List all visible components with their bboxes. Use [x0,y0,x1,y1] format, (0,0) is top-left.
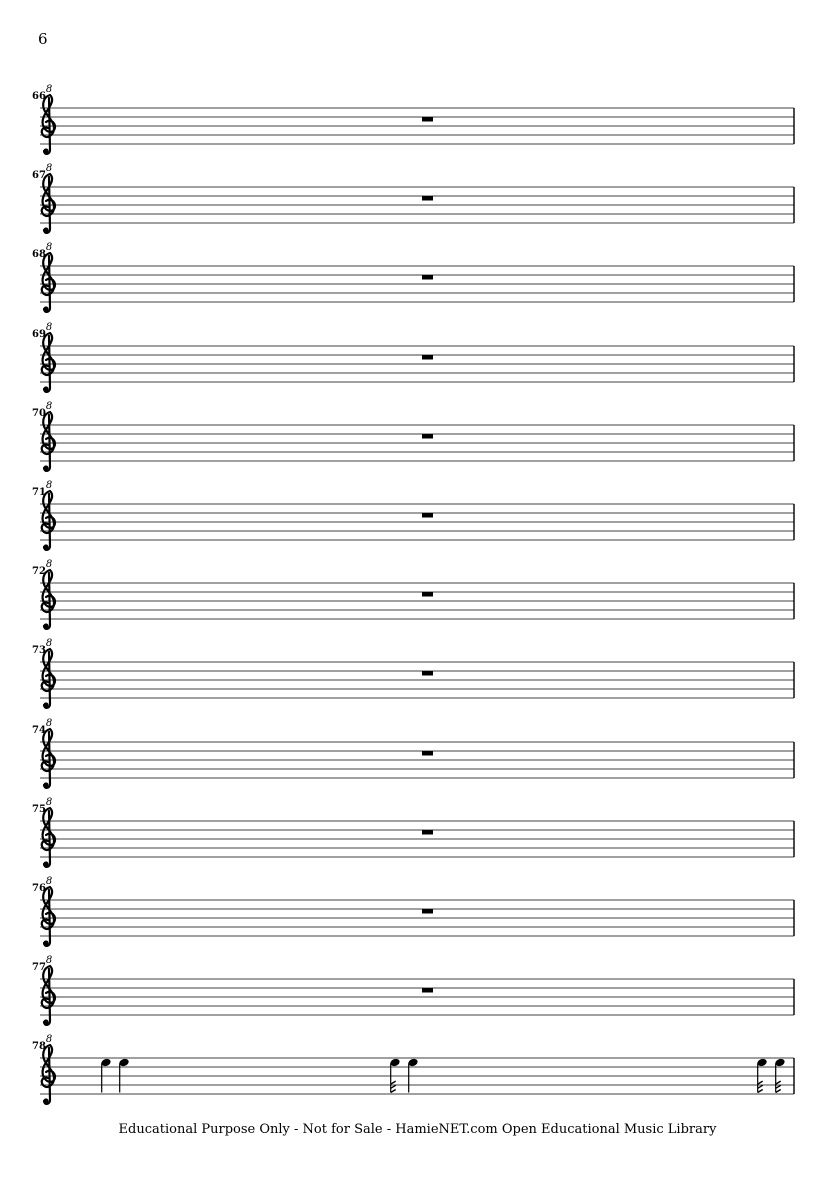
staff-system-71 [32,480,794,550]
clef-tail-dot [43,1019,48,1024]
whole-rest-icon [422,671,433,676]
tremolo-slash [391,1090,396,1093]
clef-tail-dot [43,544,48,549]
note-quarter [100,1058,111,1093]
tremolo-slash [776,1085,781,1088]
whole-rest-icon [422,355,433,360]
whole-rest-icon [422,117,433,122]
staff-system-76 [32,876,794,946]
staff-system-75 [32,797,794,867]
note-thirty-second [389,1058,400,1093]
staff-system-70 [32,401,794,471]
staff-system-73 [32,638,794,708]
clef-stroke [42,887,55,946]
octave-mark: 8 [45,84,53,95]
clef-tail-dot [43,386,48,391]
measure-number: 72 [32,566,46,577]
clef-stroke [42,174,55,233]
measure-number: 68 [32,249,46,260]
tremolo-slash [758,1090,763,1093]
tremolo-slash [758,1081,763,1084]
clef-tail-dot [43,702,48,707]
staff-system-67 [32,163,794,233]
note-thirty-second [756,1058,767,1093]
clef-stroke [42,412,55,471]
clef-tail-dot [43,940,48,945]
whole-rest-icon [422,196,433,201]
clef-stroke [42,253,55,312]
octave-mark: 8 [45,401,53,412]
clef-tail-dot [43,782,48,787]
clef-stroke [42,95,55,154]
whole-rest-icon [422,434,433,439]
clef-tail-dot [43,148,48,153]
clef-stroke [42,649,55,708]
octave-mark: 8 [45,955,53,966]
measure-number: 77 [32,962,46,973]
octave-mark: 8 [45,718,53,729]
tremolo-slash [776,1090,781,1093]
note-quarter [407,1058,418,1093]
whole-rest-icon [422,513,433,518]
staff-system-69 [32,322,794,392]
clef-tail-dot [43,1098,48,1103]
measure-number: 74 [32,725,46,736]
clef-stroke [42,808,55,867]
octave-mark: 8 [45,1034,53,1045]
measure-number: 75 [32,804,46,815]
octave-mark: 8 [45,480,53,491]
measure-number: 69 [32,329,46,340]
whole-rest-icon [422,830,433,835]
octave-mark: 8 [45,876,53,887]
note-thirty-second [774,1058,785,1093]
octave-mark: 8 [45,163,53,174]
clef-stroke [42,333,55,392]
octave-mark: 8 [45,322,53,333]
measure-number: 78 [32,1041,46,1052]
tremolo-slash [391,1085,396,1088]
measure-number: 70 [32,408,46,419]
measure-number: 66 [32,91,46,102]
staff-system-78 [32,1034,794,1104]
clef-tail-dot [43,623,48,628]
staff-system-66 [32,84,794,154]
measure-number: 73 [32,645,46,656]
clef-stroke [42,570,55,629]
whole-rest-icon [422,909,433,914]
clef-stroke [42,729,55,788]
clef-tail-dot [43,306,48,311]
octave-mark: 8 [45,242,53,253]
measure-number: 76 [32,883,46,894]
octave-mark: 8 [45,638,53,649]
clef-stroke [42,1045,55,1104]
clef-tail-dot [43,227,48,232]
whole-rest-icon [422,751,433,756]
note-quarter [118,1058,129,1093]
staff-system-74 [32,718,794,788]
octave-mark: 8 [45,797,53,808]
tremolo-slash [776,1081,781,1084]
clef-stroke [42,491,55,550]
whole-rest-icon [422,592,433,597]
whole-rest-icon [422,988,433,993]
footer-copyright: Educational Purpose Only - Not for Sale - HamieNET.com Open Educational Music Library [118,1122,717,1137]
staff-system-68 [32,242,794,312]
tremolo-slash [758,1085,763,1088]
page-number: 6 [38,30,48,48]
staff-system-77 [32,955,794,1025]
octave-mark: 8 [45,559,53,570]
tremolo-slash [391,1081,396,1084]
clef-tail-dot [43,465,48,470]
staff-system-72 [32,559,794,629]
whole-rest-icon [422,275,433,280]
clef-stroke [42,966,55,1025]
clef-tail-dot [43,861,48,866]
measure-number: 67 [32,170,46,181]
measure-number: 71 [32,487,46,498]
